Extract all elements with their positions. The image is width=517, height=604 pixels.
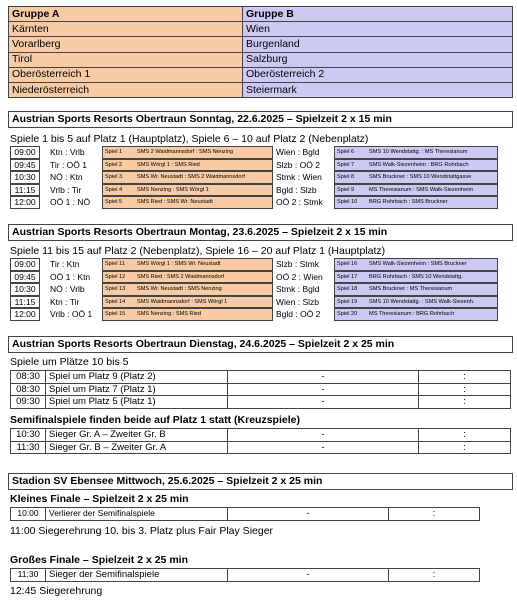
group-b-team: Wien [243,22,513,37]
match-teams: SMS 10 Wendstattg. : MS Theresianum [369,149,468,155]
score-dash: - [228,396,419,409]
small-final-title: Kleines Finale – Spielzeit 2 x 25 min [10,493,189,505]
game-label: Spiel um Platz 7 (Platz 1) [46,383,228,396]
group-b-match [334,196,498,209]
group-a-match [102,146,273,159]
game-time: 10:00 [11,508,46,521]
group-b-team: Salzburg [243,52,513,67]
game-number: Spiel 2 [105,161,123,168]
game-label: Sieger der Semifinalspiele [46,569,228,582]
match-teams: MS Theresianum : BRG Rohrbach [369,311,455,317]
game-time: 09:00 [10,258,40,271]
game-time: 09:00 [10,146,40,159]
game-number: Spiel 4 [105,186,123,193]
game-number: Spiel 15 [105,311,126,317]
game-time: 12:00 [10,196,40,209]
group-b-match [334,308,498,321]
score-dash: - [228,383,419,396]
final-table [10,568,480,582]
game-number: Spiel 13 [105,286,126,292]
game-time: 09:45 [10,271,40,284]
group-a-pairing: Ktn : Tir [50,296,80,307]
score-colon: : [419,383,511,396]
table-row [11,383,511,396]
score-dash: - [228,441,419,454]
day4-title: Stadion SV Ebensee Mittwoch, 25.6.2025 – Spielzeit 2 x 25 min [8,473,513,490]
group-a-match [102,308,273,321]
group-a-match [102,258,273,271]
group-b-match [334,258,498,271]
game-time: 10:30 [10,171,40,184]
game-number: Spiel 5 [105,199,123,205]
score-colon: : [419,396,511,409]
day1-subtitle: Spiele 1 bis 5 auf Platz 1 (Hauptplatz), Spiele 6 – 10 auf Platz 2 (Nebenplatz) [10,133,369,145]
game-label: Sieger Gr. B – Zweiter Gr. A [46,441,228,454]
group-b-pairing: Wien : Slzb [276,296,319,307]
group-b-pairing: Slzb : Stmk [276,259,319,269]
match-teams: SMS Walk-Siezenheim : BRG Rohrbach [369,161,469,168]
group-b-match [334,171,498,184]
group-b-pairing: Stmk : Bgld [276,284,320,294]
group-a-pairing: NÖ : Ktn [50,172,83,182]
game-time: 08:30 [11,383,46,396]
group-a-pairing: Vrlb : Tir [50,184,82,195]
score-dash: - [228,429,419,442]
game-label: Spiel um Platz 5 (Platz 1) [46,396,228,409]
group-a-match [102,196,273,209]
game-time: 11:15 [10,184,40,197]
match-teams: SMS Ried : SMS 2 Waidmannsdorf [137,273,225,280]
group-a-pairing: Tir : OÖ 1 [50,159,87,170]
day1-title: Austrian Sports Resorts Obertraun Sonntag, 22.6.2025 – Spielzeit 2 x 15 min [8,111,513,128]
match-teams: BRG Rohrbach : SMS Bruckner [369,199,448,205]
game-number: Spiel 14 [105,298,126,305]
match-teams: SMS Walk-Siezenheim : SMS Bruckner [369,261,467,267]
game-number: Spiel 18 [337,286,358,292]
group-b-pairing: OÖ 2 : Stmk [276,197,323,207]
game-number: Spiel 19 [337,298,358,305]
game-number: Spiel 9 [337,186,355,193]
match-teams: SMS Wr. Neustadt : SMS 2 Waidmannsdorf [137,174,245,180]
day3-title: Austrian Sports Resorts Obertraun Dienstag, 24.6.2025 – Spielzeit 2 x 25 min [8,336,513,353]
game-number: Spiel 12 [105,273,126,280]
table-row [11,508,480,521]
semifinal-table [10,428,511,454]
match-teams: SMS Nenzing : SMS Wörgl 1 [137,186,209,193]
score-dash: - [228,508,389,521]
group-b-team: Steiermark [243,82,513,97]
group-a-match [102,296,273,309]
game-time: 11:15 [10,296,40,309]
placement-games-table [10,370,511,409]
match-teams: SMS 10 Wendstattg. : SMS Walk-Siezenh. [369,298,475,305]
group-b-pairing: Wien : Bgld [276,147,320,157]
match-teams: SMS Ried : SMS Wr. Neustadt [137,199,213,205]
match-teams: SMS Nenzing : SMS Ried [137,311,202,317]
semifinal-title: Semifinalspiele finden beide auf Platz 1 statt (Kreuzspiele) [10,414,300,426]
game-time: 12:00 [10,308,40,321]
game-number: Spiel 6 [337,149,355,155]
game-number: Spiel 17 [337,273,358,280]
game-time: 09:45 [10,159,40,172]
game-number: Spiel 8 [337,174,355,180]
match-teams: SMS Bruckner : SMS 10 Wendstattgasse [369,174,472,180]
day3-subtitle: Spiele um Plätze 10 bis 5 [10,356,129,368]
game-number: Spiel 3 [105,174,123,180]
group-b-header: Gruppe B [243,7,513,22]
match-teams: SMS Bruckner : MS Theresianum [369,286,453,292]
group-a-pairing: OÖ 1 : Ktn [50,271,91,282]
small-final-table [10,507,480,521]
score-dash: - [228,371,419,384]
table-row [11,429,511,442]
table-row [11,371,511,384]
group-a-team: Kärnten [9,22,243,37]
game-number: Spiel 7 [337,161,355,168]
day2-title: Austrian Sports Resorts Obertraun Montag, 23.6.2025 – Spielzeit 2 x 15 min [8,224,513,241]
ceremony-1: 11:00 Siegerehrung 10. bis 3. Platz plus Fair Play Sieger [10,525,274,537]
score-colon: : [419,429,511,442]
group-a-team: Vorarlberg [9,37,243,52]
game-time: 09:30 [11,396,46,409]
group-a-pairing: NÖ : Vrlb [50,284,85,294]
game-time: 08:30 [11,371,46,384]
game-time: 10:30 [11,429,46,442]
group-b-match [334,271,498,284]
score-colon: : [389,508,480,521]
group-b-pairing: Stmk : Wien [276,172,322,182]
group-b-team: Burgenland [243,37,513,52]
score-colon: : [419,371,511,384]
group-b-team: Oberösterreich 2 [243,67,513,82]
game-label: Verlierer der Semifinalspiele [46,508,228,521]
groups-table [8,6,513,98]
match-teams: SMS Wörgl 1 : SMS Ried [137,161,200,168]
group-a-pairing: Tir : Ktn [50,259,80,269]
game-number: Spiel 11 [105,261,125,267]
group-b-pairing: Slzb : OÖ 2 [276,159,320,170]
group-a-match [102,283,273,296]
group-a-match [102,159,273,172]
group-a-pairing: OÖ 1 : NÖ [50,197,91,207]
game-number: Spiel 10 [337,199,358,205]
group-a-team: Oberösterreich 1 [9,67,243,82]
match-teams: SMS Wr. Neustadt : SMS Nenzing [137,286,222,292]
score-dash: - [228,569,389,582]
group-b-match [334,283,498,296]
group-b-match [334,296,498,309]
group-a-match [102,184,273,197]
game-number: Spiel 16 [337,261,358,267]
group-a-team: Tirol [9,52,243,67]
game-number: Spiel 20 [337,311,358,317]
group-b-match [334,146,498,159]
match-teams: SMS Wörgl 1 : SMS Wr. Neustadt [137,261,221,267]
final-title: Großes Finale – Spielzeit 2 x 25 min [10,554,188,566]
group-a-match [102,171,273,184]
group-a-header: Gruppe A [9,7,243,22]
table-row [11,396,511,409]
game-label: Spiel um Platz 9 (Platz 2) [46,371,228,384]
game-number: Spiel 1 [105,149,123,155]
table-row [11,569,480,582]
score-colon: : [419,441,511,454]
match-teams: SMS 2 Waidmannsdorf : SMS Nenzing [137,149,234,155]
group-b-pairing: Bgld : OÖ 2 [276,309,321,319]
group-a-pairing: Ktn : Vrlb [50,147,85,157]
group-b-pairing: Bgld : Slzb [276,184,317,195]
match-teams: SMS Waidmannsdorf : SMS Wörgl 1 [137,298,228,305]
group-a-pairing: Vrlb : OÖ 1 [50,309,93,319]
group-a-match [102,271,273,284]
match-teams: BRG Rohrbach : SMS 10 Wendstattg. [369,273,463,280]
score-colon: : [389,569,480,582]
game-time: 11:30 [11,569,46,582]
game-label: Sieger Gr. A – Zweiter Gr. B [46,429,228,442]
group-b-match [334,184,498,197]
group-a-team: Niederösterreich [9,82,243,97]
ceremony-2: 12:45 Siegerehrung [10,585,103,597]
group-b-pairing: OÖ 2 : Wien [276,271,323,282]
match-teams: MS Theresianum : SMS Walk-Siezenheim [369,186,474,193]
group-b-match [334,159,498,172]
game-time: 11:30 [11,441,46,454]
table-row [11,441,511,454]
day2-subtitle: Spiele 11 bis 15 auf Platz 2 (Nebenplatz), Spiele 16 – 20 auf Platz 1 (Hauptplatz) [10,245,386,257]
game-time: 10:30 [10,283,40,296]
